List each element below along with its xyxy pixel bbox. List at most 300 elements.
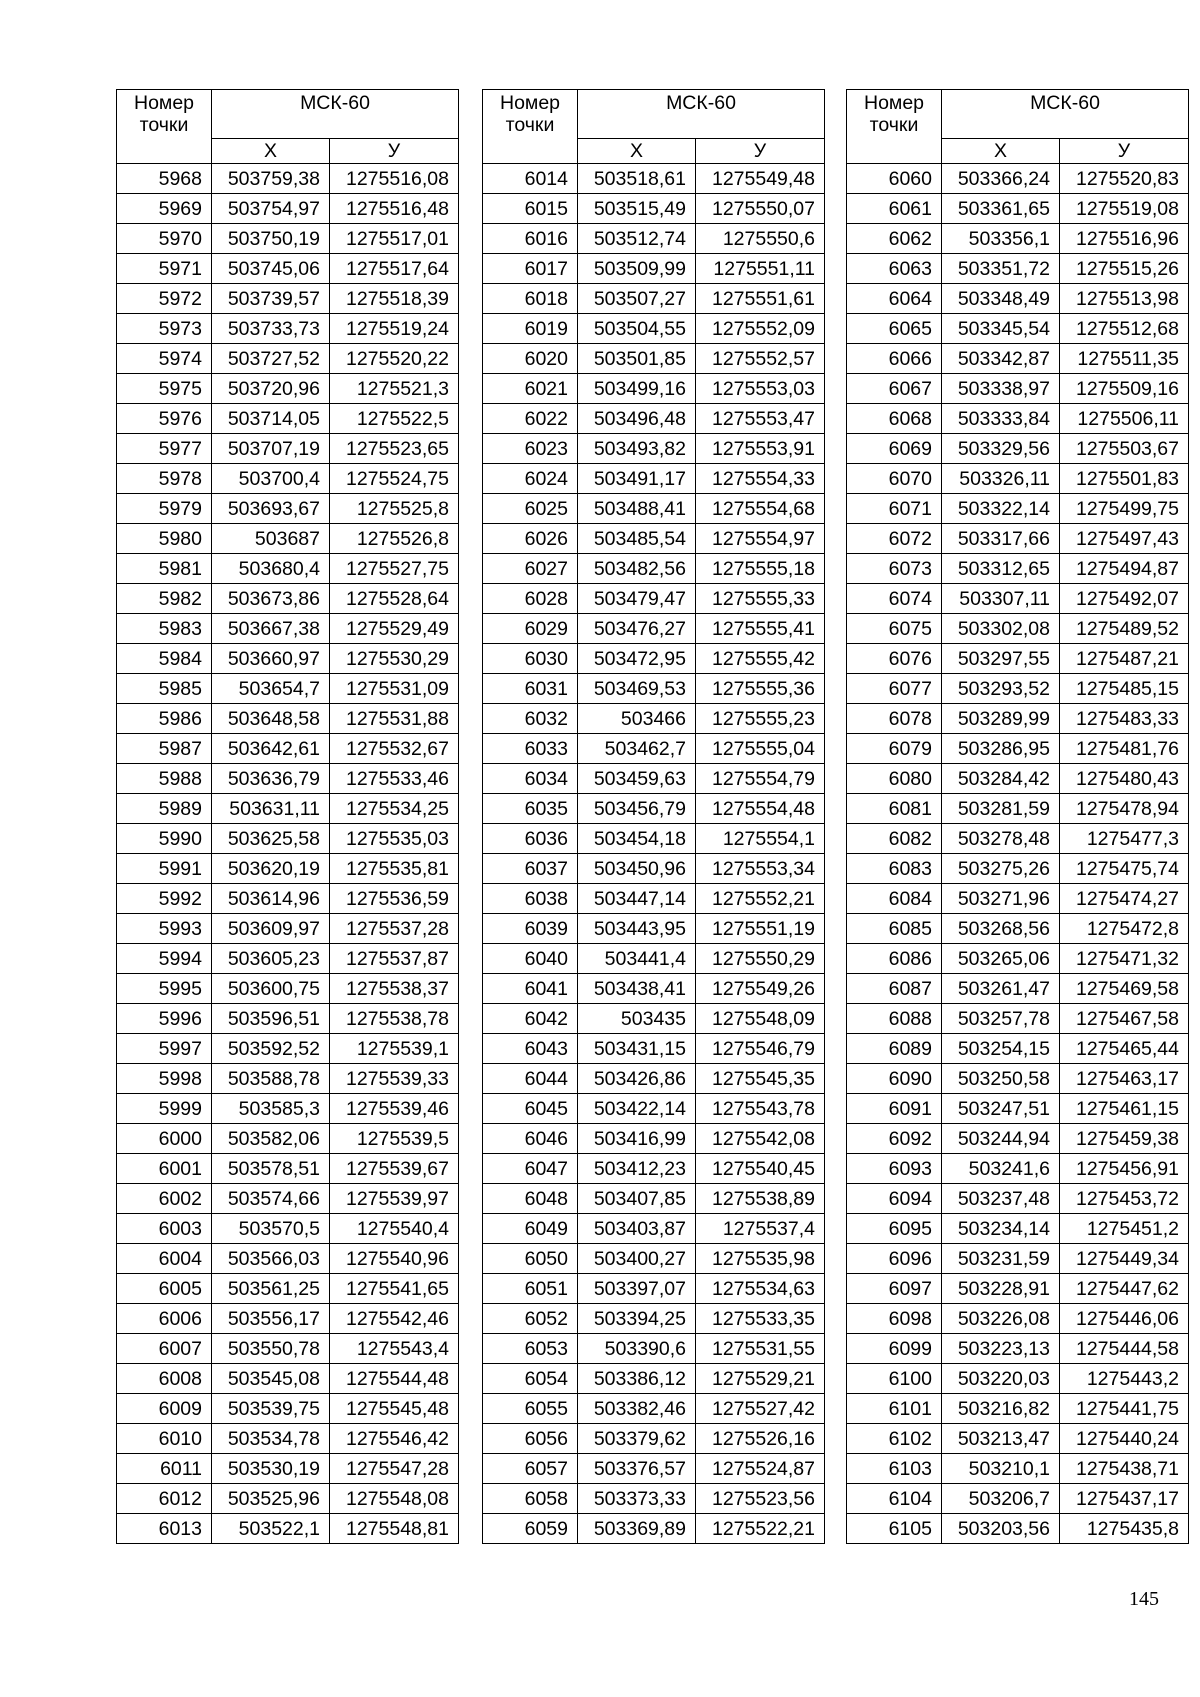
table-row <box>847 1184 1189 1214</box>
x-coordinate-cell: 503302,08 <box>942 614 1060 644</box>
x-coordinate-cell: 503244,94 <box>942 1124 1060 1154</box>
point-number-cell: 6033 <box>483 734 578 764</box>
table-row <box>117 314 459 344</box>
point-number-cell: 5984 <box>117 644 212 674</box>
y-coordinate-cell: 1275550,29 <box>696 944 825 974</box>
point-number-cell: 6026 <box>483 524 578 554</box>
point-number-cell: 5977 <box>117 434 212 464</box>
table-row <box>117 1064 459 1094</box>
y-coordinate-cell: 1275494,87 <box>1060 554 1189 584</box>
x-coordinate-cell: 503441,4 <box>578 944 696 974</box>
y-coordinate-cell: 1275554,68 <box>696 494 825 524</box>
point-number-cell: 6031 <box>483 674 578 704</box>
point-number-header-line1: Номер <box>499 92 561 114</box>
point-number-cell: 6061 <box>847 194 942 224</box>
table-row <box>847 914 1189 944</box>
y-coordinate-cell: 1275517,01 <box>330 224 459 254</box>
point-number-cell: 6051 <box>483 1274 578 1304</box>
y-coordinate-cell: 1275555,41 <box>696 614 825 644</box>
point-number-cell: 6074 <box>847 584 942 614</box>
y-coordinate-cell: 1275489,52 <box>1060 614 1189 644</box>
point-number-cell: 6084 <box>847 884 942 914</box>
y-coordinate-cell: 1275555,18 <box>696 554 825 584</box>
table-row <box>847 734 1189 764</box>
table-row <box>117 494 459 524</box>
table-row <box>847 884 1189 914</box>
table-row <box>847 1214 1189 1244</box>
point-number-header-line2: точки <box>505 114 555 136</box>
point-number-cell: 6104 <box>847 1484 942 1514</box>
x-coordinate-cell: 503479,47 <box>578 584 696 614</box>
point-number-cell: 6068 <box>847 404 942 434</box>
x-coordinate-cell: 503317,66 <box>942 524 1060 554</box>
table-row <box>483 1094 825 1124</box>
y-coordinate-cell: 1275544,48 <box>330 1364 459 1394</box>
y-coordinate-cell: 1275469,58 <box>1060 974 1189 1004</box>
table-row <box>847 224 1189 254</box>
y-coordinate-cell: 1275467,58 <box>1060 1004 1189 1034</box>
x-coordinate-cell: 503631,11 <box>212 794 330 824</box>
point-number-cell: 6022 <box>483 404 578 434</box>
x-coordinate-cell: 503720,96 <box>212 374 330 404</box>
point-number-cell: 6097 <box>847 1274 942 1304</box>
x-coordinate-cell: 503667,38 <box>212 614 330 644</box>
table-row <box>483 554 825 584</box>
x-coordinate-cell: 503203,56 <box>942 1514 1060 1544</box>
x-coordinate-cell: 503329,56 <box>942 434 1060 464</box>
y-coordinate-cell: 1275472,8 <box>1060 914 1189 944</box>
x-coordinate-cell: 503286,95 <box>942 734 1060 764</box>
y-coordinate-cell: 1275501,83 <box>1060 464 1189 494</box>
x-coordinate-cell: 503342,87 <box>942 344 1060 374</box>
y-coordinate-cell: 1275537,87 <box>330 944 459 974</box>
table-row <box>847 1514 1189 1544</box>
x-coordinate-cell: 503407,85 <box>578 1184 696 1214</box>
x-coordinate-cell: 503522,1 <box>212 1514 330 1544</box>
table-row <box>483 284 825 314</box>
table-row <box>117 944 459 974</box>
x-coordinate-cell: 503673,86 <box>212 584 330 614</box>
table-row <box>483 344 825 374</box>
y-coordinate-cell: 1275456,91 <box>1060 1154 1189 1184</box>
table-row <box>847 464 1189 494</box>
x-coordinate-cell: 503588,78 <box>212 1064 330 1094</box>
page-number: 145 <box>1129 1588 1159 1610</box>
y-coordinate-cell: 1275515,26 <box>1060 254 1189 284</box>
table-row <box>117 1394 459 1424</box>
table-row <box>483 1184 825 1214</box>
x-coordinate-cell: 503693,67 <box>212 494 330 524</box>
y-coordinate-cell: 1275555,36 <box>696 674 825 704</box>
point-number-cell: 6018 <box>483 284 578 314</box>
point-number-cell: 6095 <box>847 1214 942 1244</box>
table-row <box>483 434 825 464</box>
y-coordinate-cell: 1275555,04 <box>696 734 825 764</box>
x-coordinate-cell: 503636,79 <box>212 764 330 794</box>
x-coordinate-cell: 503348,49 <box>942 284 1060 314</box>
y-coordinate-cell: 1275453,72 <box>1060 1184 1189 1214</box>
x-coordinate-cell: 503447,14 <box>578 884 696 914</box>
table-row <box>117 884 459 914</box>
y-coordinate-cell: 1275520,22 <box>330 344 459 374</box>
table-row <box>117 974 459 1004</box>
x-coordinate-cell: 503491,17 <box>578 464 696 494</box>
y-coordinate-cell: 1275511,35 <box>1060 344 1189 374</box>
point-number-cell: 6007 <box>117 1334 212 1364</box>
point-number-cell: 6099 <box>847 1334 942 1364</box>
table-row <box>483 614 825 644</box>
x-coordinate-cell: 503515,49 <box>578 194 696 224</box>
x-coordinate-cell: 503476,27 <box>578 614 696 644</box>
x-coordinate-cell: 503700,4 <box>212 464 330 494</box>
y-coordinate-cell: 1275542,08 <box>696 1124 825 1154</box>
table-row <box>117 1244 459 1274</box>
point-number-cell: 6000 <box>117 1124 212 1154</box>
x-coordinate-cell: 503582,06 <box>212 1124 330 1154</box>
x-coordinate-cell: 503648,58 <box>212 704 330 734</box>
y-coordinate-cell: 1275535,98 <box>696 1244 825 1274</box>
point-number-cell: 5990 <box>117 824 212 854</box>
point-number-cell: 5979 <box>117 494 212 524</box>
table-row <box>117 1184 459 1214</box>
point-number-cell: 6023 <box>483 434 578 464</box>
table-row <box>117 344 459 374</box>
table-row <box>483 1394 825 1424</box>
y-coordinate-cell: 1275537,4 <box>696 1214 825 1244</box>
y-coordinate-cell: 1275538,89 <box>696 1184 825 1214</box>
x-coordinate-cell: 503750,19 <box>212 224 330 254</box>
x-coordinate-cell: 503459,63 <box>578 764 696 794</box>
point-number-cell: 6003 <box>117 1214 212 1244</box>
y-coordinate-cell: 1275538,78 <box>330 1004 459 1034</box>
y-coordinate-cell: 1275438,71 <box>1060 1454 1189 1484</box>
y-coordinate-cell: 1275517,64 <box>330 254 459 284</box>
point-number-cell: 6085 <box>847 914 942 944</box>
table-row <box>483 494 825 524</box>
x-coordinate-cell: 503507,27 <box>578 284 696 314</box>
point-number-cell: 5996 <box>117 1004 212 1034</box>
y-coordinate-cell: 1275527,75 <box>330 554 459 584</box>
table-row <box>483 254 825 284</box>
point-number-cell: 6029 <box>483 614 578 644</box>
y-coordinate-cell: 1275435,8 <box>1060 1514 1189 1544</box>
point-number-cell: 6102 <box>847 1424 942 1454</box>
point-number-header <box>847 90 942 164</box>
table-row <box>117 554 459 584</box>
y-coordinate-cell: 1275444,58 <box>1060 1334 1189 1364</box>
table-row <box>847 1424 1189 1454</box>
x-coordinate-cell: 503403,87 <box>578 1214 696 1244</box>
y-coordinate-cell: 1275551,11 <box>696 254 825 284</box>
table-row <box>847 764 1189 794</box>
table-row <box>483 1244 825 1274</box>
point-number-cell: 5982 <box>117 584 212 614</box>
table-row <box>483 1154 825 1184</box>
x-coordinate-cell: 503578,51 <box>212 1154 330 1184</box>
y-coordinate-cell: 1275552,09 <box>696 314 825 344</box>
x-coordinate-cell: 503271,96 <box>942 884 1060 914</box>
y-coordinate-cell: 1275548,81 <box>330 1514 459 1544</box>
table-row <box>847 494 1189 524</box>
x-coordinate-cell: 503592,52 <box>212 1034 330 1064</box>
table-row <box>483 734 825 764</box>
coordinate-system-header: МСК-60 <box>212 90 459 139</box>
y-coordinate-cell: 1275555,23 <box>696 704 825 734</box>
point-number-cell: 6089 <box>847 1034 942 1064</box>
point-number-cell: 6013 <box>117 1514 212 1544</box>
x-coordinate-cell: 503727,52 <box>212 344 330 374</box>
x-coordinate-cell: 503390,6 <box>578 1334 696 1364</box>
y-coordinate-cell: 1275535,03 <box>330 824 459 854</box>
point-number-cell: 5995 <box>117 974 212 1004</box>
point-number-cell: 6053 <box>483 1334 578 1364</box>
point-number-cell: 6034 <box>483 764 578 794</box>
y-coordinate-cell: 1275449,34 <box>1060 1244 1189 1274</box>
y-coordinate-cell: 1275552,21 <box>696 884 825 914</box>
y-coordinate-cell: 1275550,6 <box>696 224 825 254</box>
table-row <box>847 254 1189 284</box>
x-column-header: X <box>578 139 696 164</box>
y-coordinate-cell: 1275555,33 <box>696 584 825 614</box>
x-coordinate-cell: 503206,7 <box>942 1484 1060 1514</box>
point-number-cell: 5986 <box>117 704 212 734</box>
x-coordinate-cell: 503534,78 <box>212 1424 330 1454</box>
x-coordinate-cell: 503226,08 <box>942 1304 1060 1334</box>
x-coordinate-cell: 503609,97 <box>212 914 330 944</box>
point-number-cell: 6087 <box>847 974 942 1004</box>
x-coordinate-cell: 503281,59 <box>942 794 1060 824</box>
y-coordinate-cell: 1275554,48 <box>696 794 825 824</box>
y-coordinate-cell: 1275485,15 <box>1060 674 1189 704</box>
x-coordinate-cell: 503566,03 <box>212 1244 330 1274</box>
x-coordinate-cell: 503265,06 <box>942 944 1060 974</box>
y-coordinate-cell: 1275540,4 <box>330 1214 459 1244</box>
x-coordinate-cell: 503539,75 <box>212 1394 330 1424</box>
y-coordinate-cell: 1275551,19 <box>696 914 825 944</box>
x-coordinate-cell: 503312,65 <box>942 554 1060 584</box>
table-row <box>117 404 459 434</box>
point-number-cell: 6038 <box>483 884 578 914</box>
point-number-cell: 6092 <box>847 1124 942 1154</box>
x-coordinate-cell: 503234,14 <box>942 1214 1060 1244</box>
point-number-cell: 6064 <box>847 284 942 314</box>
table-row <box>483 1424 825 1454</box>
table-row <box>483 944 825 974</box>
y-coordinate-cell: 1275481,76 <box>1060 734 1189 764</box>
x-coordinate-cell: 503456,79 <box>578 794 696 824</box>
table-row <box>117 764 459 794</box>
table-row <box>847 1154 1189 1184</box>
y-coordinate-cell: 1275539,33 <box>330 1064 459 1094</box>
x-coordinate-cell: 503501,85 <box>578 344 696 374</box>
x-coordinate-cell: 503241,6 <box>942 1154 1060 1184</box>
table-row <box>117 854 459 884</box>
point-number-cell: 5974 <box>117 344 212 374</box>
point-number-cell: 5980 <box>117 524 212 554</box>
point-number-cell: 6017 <box>483 254 578 284</box>
point-number-cell: 6047 <box>483 1154 578 1184</box>
point-number-cell: 6094 <box>847 1184 942 1214</box>
x-coordinate-cell: 503525,96 <box>212 1484 330 1514</box>
y-coordinate-cell: 1275542,46 <box>330 1304 459 1334</box>
point-number-cell: 6076 <box>847 644 942 674</box>
x-coordinate-cell: 503733,73 <box>212 314 330 344</box>
point-number-header <box>117 90 212 164</box>
y-coordinate-cell: 1275497,43 <box>1060 524 1189 554</box>
y-coordinate-cell: 1275540,45 <box>696 1154 825 1184</box>
y-coordinate-cell: 1275451,2 <box>1060 1214 1189 1244</box>
x-coordinate-cell: 503438,41 <box>578 974 696 1004</box>
table-row <box>117 194 459 224</box>
x-coordinate-cell: 503254,15 <box>942 1034 1060 1064</box>
point-number-cell: 6055 <box>483 1394 578 1424</box>
point-number-cell: 6030 <box>483 644 578 674</box>
x-coordinate-cell: 503499,16 <box>578 374 696 404</box>
x-coordinate-cell: 503614,96 <box>212 884 330 914</box>
point-number-cell: 6057 <box>483 1454 578 1484</box>
coordinates-table-3 <box>846 89 1189 1544</box>
table-row <box>483 1034 825 1064</box>
y-coordinate-cell: 1275526,16 <box>696 1424 825 1454</box>
point-number-cell: 6083 <box>847 854 942 884</box>
x-coordinate-cell: 503228,91 <box>942 1274 1060 1304</box>
table-row <box>483 524 825 554</box>
y-coordinate-cell: 1275487,21 <box>1060 644 1189 674</box>
x-coordinate-cell: 503247,51 <box>942 1094 1060 1124</box>
x-coordinate-cell: 503213,47 <box>942 1424 1060 1454</box>
table-row <box>117 284 459 314</box>
table-row <box>117 1034 459 1064</box>
point-number-cell: 5973 <box>117 314 212 344</box>
y-coordinate-cell: 1275545,35 <box>696 1064 825 1094</box>
y-coordinate-cell: 1275546,42 <box>330 1424 459 1454</box>
point-number-cell: 6005 <box>117 1274 212 1304</box>
table-row <box>483 1124 825 1154</box>
point-number-cell: 5983 <box>117 614 212 644</box>
point-number-cell: 6080 <box>847 764 942 794</box>
x-coordinate-cell: 503739,57 <box>212 284 330 314</box>
table-row <box>483 854 825 884</box>
y-coordinate-cell: 1275534,63 <box>696 1274 825 1304</box>
point-number-cell: 6054 <box>483 1364 578 1394</box>
table-row <box>483 1004 825 1034</box>
table-row <box>117 374 459 404</box>
table-row <box>483 1064 825 1094</box>
y-coordinate-cell: 1275512,68 <box>1060 314 1189 344</box>
x-coordinate-cell: 503416,99 <box>578 1124 696 1154</box>
table-row <box>117 1154 459 1184</box>
point-number-cell: 6073 <box>847 554 942 584</box>
x-coordinate-cell: 503754,97 <box>212 194 330 224</box>
table-row <box>117 254 459 284</box>
point-number-cell: 6066 <box>847 344 942 374</box>
x-coordinate-cell: 503268,56 <box>942 914 1060 944</box>
y-coordinate-cell: 1275529,21 <box>696 1364 825 1394</box>
y-coordinate-cell: 1275538,37 <box>330 974 459 1004</box>
y-coordinate-cell: 1275477,3 <box>1060 824 1189 854</box>
x-coordinate-cell: 503642,61 <box>212 734 330 764</box>
y-coordinate-cell: 1275552,57 <box>696 344 825 374</box>
x-coordinate-cell: 503379,62 <box>578 1424 696 1454</box>
x-coordinate-cell: 503435 <box>578 1004 696 1034</box>
table-row <box>117 1364 459 1394</box>
y-coordinate-cell: 1275550,07 <box>696 194 825 224</box>
table-row <box>117 644 459 674</box>
point-number-cell: 5978 <box>117 464 212 494</box>
table-row <box>117 584 459 614</box>
point-number-cell: 5997 <box>117 1034 212 1064</box>
y-coordinate-cell: 1275446,06 <box>1060 1304 1189 1334</box>
point-number-cell: 6077 <box>847 674 942 704</box>
point-number-cell: 5975 <box>117 374 212 404</box>
coordinate-system-header: МСК-60 <box>578 90 825 139</box>
y-coordinate-cell: 1275463,17 <box>1060 1064 1189 1094</box>
point-number-cell: 6098 <box>847 1304 942 1334</box>
point-number-cell: 6081 <box>847 794 942 824</box>
table-row <box>847 1304 1189 1334</box>
x-column-header: X <box>942 139 1060 164</box>
point-number-cell: 6019 <box>483 314 578 344</box>
x-coordinate-cell: 503338,97 <box>942 374 1060 404</box>
table-row <box>483 584 825 614</box>
table-row <box>117 224 459 254</box>
x-coordinate-cell: 503426,86 <box>578 1064 696 1094</box>
point-number-cell: 6078 <box>847 704 942 734</box>
table-row <box>847 1124 1189 1154</box>
y-coordinate-cell: 1275519,24 <box>330 314 459 344</box>
table-row <box>847 674 1189 704</box>
point-number-cell: 5994 <box>117 944 212 974</box>
x-coordinate-cell: 503261,47 <box>942 974 1060 1004</box>
x-coordinate-cell: 503356,1 <box>942 224 1060 254</box>
x-coordinate-cell: 503386,12 <box>578 1364 696 1394</box>
x-coordinate-cell: 503210,1 <box>942 1454 1060 1484</box>
y-coordinate-cell: 1275526,8 <box>330 524 459 554</box>
point-number-cell: 6032 <box>483 704 578 734</box>
table-row <box>847 194 1189 224</box>
x-coordinate-cell: 503345,54 <box>942 314 1060 344</box>
table-row <box>483 1304 825 1334</box>
y-coordinate-cell: 1275437,17 <box>1060 1484 1189 1514</box>
point-number-cell: 6016 <box>483 224 578 254</box>
y-coordinate-cell: 1275531,55 <box>696 1334 825 1364</box>
x-coordinate-cell: 503412,23 <box>578 1154 696 1184</box>
y-coordinate-cell: 1275555,42 <box>696 644 825 674</box>
y-coordinate-cell: 1275551,61 <box>696 284 825 314</box>
x-coordinate-cell: 503493,82 <box>578 434 696 464</box>
point-number-cell: 6006 <box>117 1304 212 1334</box>
table-row <box>117 674 459 704</box>
point-number-header-line1: Номер <box>863 92 925 114</box>
point-number-cell: 5998 <box>117 1064 212 1094</box>
table-row <box>847 404 1189 434</box>
table-row <box>847 1034 1189 1064</box>
point-number-cell: 6101 <box>847 1394 942 1424</box>
point-number-cell: 6105 <box>847 1514 942 1544</box>
x-coordinate-cell: 503680,4 <box>212 554 330 584</box>
x-coordinate-cell: 503714,05 <box>212 404 330 434</box>
table-row <box>847 524 1189 554</box>
y-coordinate-cell: 1275471,32 <box>1060 944 1189 974</box>
y-coordinate-cell: 1275527,42 <box>696 1394 825 1424</box>
table-row <box>847 1004 1189 1034</box>
table-row <box>117 734 459 764</box>
table-row <box>847 944 1189 974</box>
point-number-cell: 6015 <box>483 194 578 224</box>
y-coordinate-cell: 1275554,79 <box>696 764 825 794</box>
x-coordinate-cell: 503326,11 <box>942 464 1060 494</box>
coordinates-table-1 <box>116 89 459 1544</box>
